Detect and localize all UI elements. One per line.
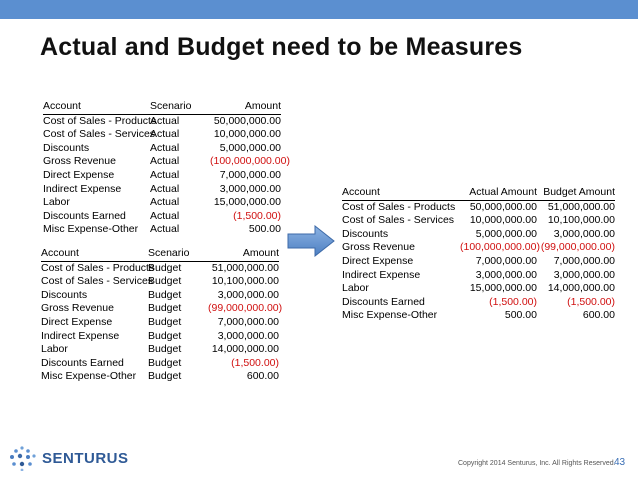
table-cell: Budget bbox=[148, 302, 182, 315]
table-row bbox=[41, 262, 279, 276]
table-cell: 51,000,000.00 bbox=[211, 261, 279, 274]
table-cell: Actual bbox=[150, 209, 180, 222]
table-row bbox=[43, 210, 281, 224]
table-cell: 3,000,000.00 bbox=[217, 329, 279, 342]
table-cell: 7,000,000.00 bbox=[217, 315, 279, 328]
header-amount: Amount bbox=[242, 247, 279, 259]
table-header bbox=[43, 100, 281, 115]
table-row bbox=[41, 357, 279, 371]
table-header bbox=[41, 247, 279, 262]
table-cell: (99,000,000.00) bbox=[208, 302, 283, 315]
table-row bbox=[43, 169, 281, 183]
table-cell: 10,100,000.00 bbox=[211, 275, 279, 288]
table-cell: Misc Expense-Other bbox=[41, 370, 137, 383]
table-row bbox=[342, 214, 615, 228]
table-cell: Actual bbox=[150, 141, 180, 154]
table-row bbox=[342, 309, 615, 323]
table-cell: 600.00 bbox=[246, 370, 279, 383]
table-cell: Direct Expense bbox=[43, 168, 115, 181]
table-row bbox=[41, 343, 279, 357]
table-cell: Discounts Earned bbox=[41, 356, 124, 369]
table-cell: Indirect Expense bbox=[342, 268, 421, 281]
table-cell: Actual bbox=[150, 128, 180, 141]
table-cell: 15,000,000.00 bbox=[213, 196, 281, 209]
table-cell: 7,000,000.00 bbox=[219, 168, 281, 181]
table-cell: Actual bbox=[150, 182, 180, 195]
table-row bbox=[43, 142, 281, 156]
table-row bbox=[43, 223, 281, 237]
table-cell: 51,000,000.00 bbox=[547, 200, 615, 213]
budget-table bbox=[41, 247, 283, 384]
header-amount: Amount bbox=[244, 100, 281, 112]
table-cell: Labor bbox=[41, 343, 68, 356]
table-cell: Misc Expense-Other bbox=[342, 309, 438, 322]
table-row bbox=[41, 330, 279, 344]
table-cell: 500.00 bbox=[248, 223, 281, 236]
table-cell: Cost of Sales - Products bbox=[41, 261, 155, 274]
logo-dots-icon bbox=[8, 445, 38, 471]
senturus-logo bbox=[8, 445, 129, 471]
table-cell: Budget bbox=[148, 343, 182, 356]
measures-table bbox=[342, 186, 615, 323]
right-arrow-icon bbox=[287, 225, 335, 257]
table-cell: Budget bbox=[148, 356, 182, 369]
table-cell: Misc Expense-Other bbox=[43, 223, 139, 236]
table-cell: (1,500.00) bbox=[233, 209, 281, 222]
table-row bbox=[342, 282, 615, 296]
table-row bbox=[43, 128, 281, 142]
table-row bbox=[342, 255, 615, 269]
table-cell: Cost of Sales - Products bbox=[342, 200, 456, 213]
header-budget-amount: Budget Amount bbox=[543, 186, 615, 198]
table-cell: 3,000,000.00 bbox=[219, 182, 281, 195]
table-row bbox=[43, 183, 281, 197]
table-row bbox=[43, 196, 281, 210]
table-cell: 10,000,000.00 bbox=[213, 128, 281, 141]
header-account: Account bbox=[342, 186, 380, 198]
table-cell: Discounts bbox=[41, 288, 88, 301]
header-account: Account bbox=[41, 247, 79, 259]
table-cell: 50,000,000.00 bbox=[213, 114, 281, 127]
table-cell: 15,000,000.00 bbox=[469, 282, 537, 295]
header-account: Account bbox=[43, 100, 81, 112]
table-cell: 14,000,000.00 bbox=[547, 282, 615, 295]
table-cell: 3,000,000.00 bbox=[475, 268, 537, 281]
table-cell: Budget bbox=[148, 329, 182, 342]
table-row bbox=[342, 201, 615, 215]
table-cell: Actual bbox=[150, 196, 180, 209]
header-scenario: Scenario bbox=[148, 247, 190, 259]
table-cell: (100,000,000.00) bbox=[460, 241, 540, 254]
table-cell: Budget bbox=[148, 315, 182, 328]
table-cell: 600.00 bbox=[582, 309, 615, 322]
table-cell: Cost of Sales - Services bbox=[43, 128, 156, 141]
table-cell: 50,000,000.00 bbox=[469, 200, 537, 213]
table-cell: Indirect Expense bbox=[41, 329, 120, 342]
table-cell: Labor bbox=[43, 196, 70, 209]
table-cell: Actual bbox=[150, 223, 180, 236]
table-cell: Gross Revenue bbox=[43, 155, 116, 168]
table-row bbox=[342, 241, 615, 255]
table-cell: Gross Revenue bbox=[41, 302, 114, 315]
table-row bbox=[43, 115, 281, 129]
table-cell: 10,000,000.00 bbox=[469, 214, 537, 227]
table-row bbox=[41, 316, 279, 330]
table-cell: 14,000,000.00 bbox=[211, 343, 279, 356]
table-row bbox=[41, 370, 279, 384]
table-cell: 7,000,000.00 bbox=[553, 254, 615, 267]
actual-table bbox=[43, 100, 290, 237]
table-cell: 500.00 bbox=[504, 309, 537, 322]
table-cell: 5,000,000.00 bbox=[475, 227, 537, 240]
table-cell: Discounts Earned bbox=[43, 209, 126, 222]
table-cell: Budget bbox=[148, 261, 182, 274]
table-cell: Budget bbox=[148, 275, 182, 288]
table-cell: Indirect Expense bbox=[43, 182, 122, 195]
table-row bbox=[41, 275, 279, 289]
table-row bbox=[41, 302, 283, 316]
table-cell: Direct Expense bbox=[342, 254, 414, 267]
table-cell: Discounts bbox=[342, 227, 389, 240]
header-scenario: Scenario bbox=[150, 100, 192, 112]
logo-text: SENTURUS bbox=[42, 449, 129, 467]
table-header bbox=[342, 186, 615, 201]
table-cell: Cost of Sales - Products bbox=[43, 114, 157, 127]
table-cell: Actual bbox=[150, 114, 180, 127]
table-cell: Cost of Sales - Services bbox=[342, 214, 455, 227]
table-cell: Actual bbox=[150, 168, 180, 181]
header-actual-amount: Actual Amount bbox=[469, 186, 537, 198]
table-cell: Cost of Sales - Services bbox=[41, 275, 154, 288]
table-cell: Direct Expense bbox=[41, 315, 113, 328]
table-cell: Discounts Earned bbox=[342, 295, 425, 308]
table-cell: Labor bbox=[342, 282, 369, 295]
table-cell: (99,000,000.00) bbox=[540, 241, 615, 254]
slide-title: Actual and Budget need to be Measures bbox=[40, 33, 523, 61]
table-cell: Budget bbox=[148, 370, 182, 383]
table-cell: Gross Revenue bbox=[342, 241, 415, 254]
table-cell: 10,100,000.00 bbox=[547, 214, 615, 227]
table-cell: (1,500.00) bbox=[489, 295, 537, 308]
table-cell: Budget bbox=[148, 288, 182, 301]
table-row bbox=[342, 296, 615, 310]
table-cell: (100,000,000.00) bbox=[210, 155, 290, 168]
table-cell: Discounts bbox=[43, 141, 90, 154]
table-cell: 3,000,000.00 bbox=[217, 288, 279, 301]
table-cell: (1,500.00) bbox=[567, 295, 615, 308]
table-row bbox=[43, 155, 290, 169]
table-cell: 3,000,000.00 bbox=[553, 227, 615, 240]
table-cell: 7,000,000.00 bbox=[475, 254, 537, 267]
table-row bbox=[41, 289, 279, 303]
table-cell: Actual bbox=[150, 155, 180, 168]
page-number: 43 bbox=[614, 457, 626, 468]
top-accent-bar bbox=[0, 0, 638, 19]
table-cell: 5,000,000.00 bbox=[219, 141, 281, 154]
table-cell: 3,000,000.00 bbox=[553, 268, 615, 281]
copyright-text: Copyright 2014 Senturus, Inc. All Rights Reserved. bbox=[458, 460, 616, 467]
table-row bbox=[342, 269, 615, 283]
table-cell: (1,500.00) bbox=[231, 356, 279, 369]
table-row bbox=[342, 228, 615, 242]
